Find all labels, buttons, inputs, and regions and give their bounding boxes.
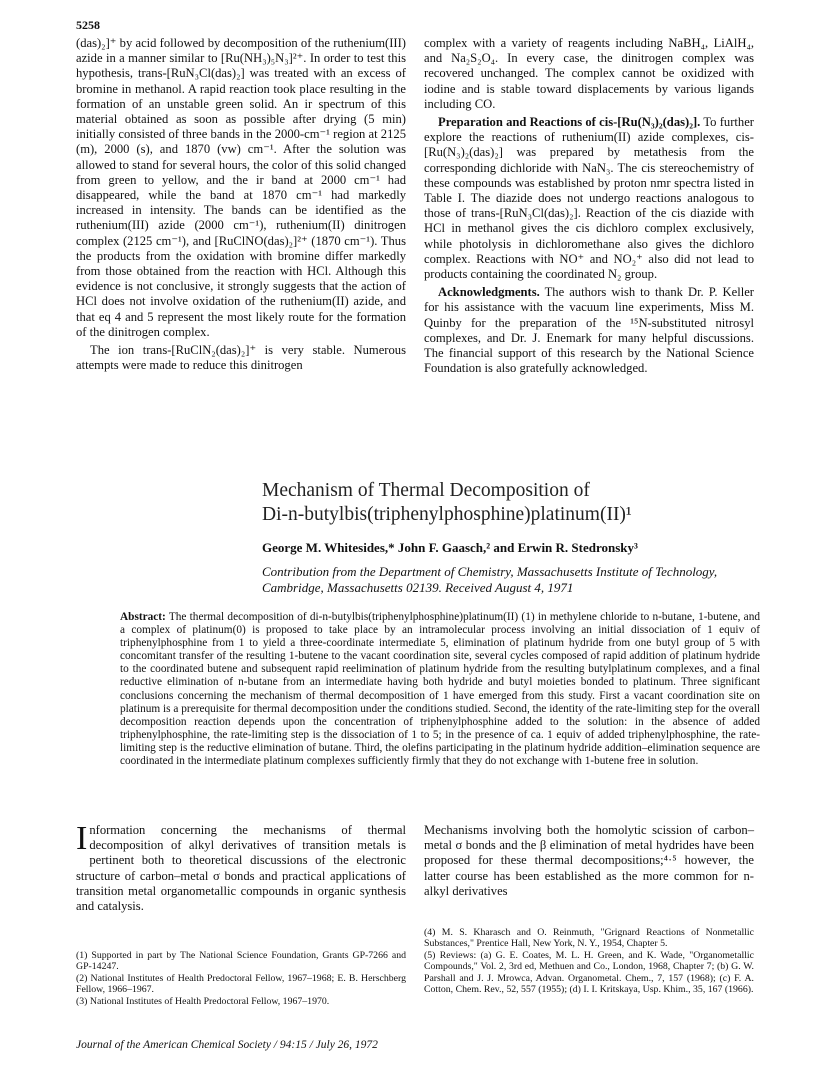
paragraph-body: To further explore the reactions of ruthenium(II) azide complexes, cis-[Ru(N₃)₂(das)₂] was prepared by metathesis from the corresponding dichloride with NaN₃. The cis stereochemistry of these compounds was established by proton nmr spectra listed in Table I. The diazide does not undergo reactions analogous to those of trans-[RuN₃Cl(das)₂]. Reaction of the cis diazide with HCl in methanol gives the cis dichloro complex exclusively, while photolysis in dichloromethane also gives the dichloro complex. Reactions with NO⁺ and NO₂⁺ also did not lead to products containing the coordinated N₂ group.: [424, 115, 754, 282]
page-number: 5258: [76, 18, 100, 32]
paragraph: (das)₂]⁺ by acid followed by decomposition of the ruthenium(III) azide in a manner similar to [Ru(NH₃)₅N₃]²⁺. In order to test this hypothesis, trans-[RuN₃Cl(das)₂] was treated with an excess of bromine in methanol. A rapid reaction took place resulting in the formation of an unstable green solid. An ir spectrum of this material obtained as soon as possible after drying (5 min) initially consisted of three bands in the 2000-cm⁻¹ region at 2125 (m), 2000 (s), and 1870 (vw) cm⁻¹. After the solution was allowed to stand for several hours, the color of this solid changed from green to yellow, and the ir band at 2000 cm⁻¹ had disappeared, while the band at 1870 cm⁻¹ had markedly increased in intensity. The bands can be identified as the ruthenium(III) azide (2000 cm⁻¹), ruthenium(II) dinitrogen complex (2125 cm⁻¹), and [RuClNO(das)₂]²⁺ (1870 cm⁻¹). Thus the products from the oxidation with bromine differ markedly from those obtained from the reaction with HCl. Although this evidence is not conclusive, it strongly suggests that the action of HCl does not involve oxidation of the ruthenium(II) azide, and that eq 4 and 5 represent the most likely route for the formation of the dinitrogen complex.: [76, 36, 406, 339]
footnotes-left: [76, 950, 406, 1007]
footnote: (2) National Institutes of Health Predoctoral Fellow, 1967–1968; E. B. Herschberg Fellow, 1966–1967.: [76, 972, 406, 996]
footnote: (5) Reviews: (a) G. E. Coates, M. L. H. Green, and K. Wade, "Organometallic Compounds," Vol. 2, 3rd ed, Methuen and Co., London, 1968, Chapter 7; (b) G. W. Parshall and J. J. Mrowca, Advan. Organometal. Chem., 7, 157 (1968); (c) F. A. Cotton, Chem. Rev., 52, 557 (1955); (d) I. I. Kritskaya, Usp. Khim., 35, 167 (1966).: [424, 949, 754, 996]
paragraph-acknowledgments: [424, 285, 754, 376]
right-column-intro: [424, 823, 754, 899]
title-line: Di-n-butylbis(triphenylphosphine)platinum(II)¹: [262, 504, 632, 525]
paragraph: The ion trans-[RuClN₂(das)₂]⁺ is very stable. Numerous attempts were made to reduce this dinitrogen: [76, 343, 406, 373]
section-run-head: Preparation and Reactions of cis-[Ru(N₃)₂(das)₂].: [438, 115, 701, 130]
paragraph-body: The authors wish to thank Dr. P. Keller for his assistance with the vacuum line experiments, Miss M. Quinby for the preparation of the ¹⁵N-substituted nitrosyl complexes, and Dr. J. Enemark for many helpful discussions. The financial support of this research by the National Science Foundation is also gratefully acknowledged.: [424, 285, 754, 376]
title-line: Mechanism of Thermal Decomposition of: [262, 480, 590, 501]
affiliation: Contribution from the Department of Chemistry, Massachusetts Institute of Technology, Cambridge, Massachusetts 02139. Received August 4, 1971: [262, 564, 718, 595]
authors: George M. Whitesides,* John F. Gaasch,² and Erwin R. Stedronsky³: [262, 540, 638, 555]
left-column-intro: [76, 820, 406, 914]
abstract: [120, 611, 760, 768]
footnote: (3) National Institutes of Health Predoctoral Fellow, 1967–1970.: [76, 995, 330, 1007]
footnote: (1) Supported in part by The National Science Foundation, Grants GP-7266 and GP-14247.: [76, 950, 406, 973]
paragraph-preparation: [424, 115, 754, 282]
article-title: [262, 479, 762, 527]
journal-footer: Journal of the American Chemical Society / 94:15 / July 26, 1972: [76, 1039, 378, 1051]
footnotes-right: [424, 927, 754, 995]
drop-cap: I: [76, 820, 88, 857]
acknowledgments-head: Acknowledgments.: [438, 285, 540, 300]
right-column-top: [424, 36, 754, 379]
footnote: (4) M. S. Kharasch and O. Reinmuth, "Grignard Reactions of Nonmetallic Substances," Prentice Hall, New York, N. Y., 1954, Chapter 5.: [424, 927, 754, 950]
intro-text-continued: Mechanisms involving both the homolytic scission of carbon–metal σ bonds and the β elimination of metal hydrides have been proposed for these thermal decompositions;⁴·⁵ however, the latter course has been established as the more common for n-alkyl derivatives: [424, 823, 754, 898]
abstract-text: The thermal decomposition of di-n-butylbis(triphenylphosphine)platinum(II) (1) in methylene chloride to n-butane, 1-butene, and a complex of platinum(0) is proposed to take place by an intramolecular process involving an initial dissociation of 1 equiv of triphenylphosphine from 1 to yield a three-coordinate intermediate 5, elimination of platinum hydride from one butyl group of 5 with concomitant transfer of the resulting 1-butene to the vacant coordination site, several cycles composed of rapid addition of platinum hydride to the coordinated butene and subsequent rapid reelimination of platinum hydride from the resulting butylplatinum complexes, and a final reductive elimination of n-butane from an intermediate having both hydride and butyl moieties bonded to platinum. Three significant conclusions concerning the mechanism of thermal decomposition of 1 have emerged from this study. First a vacant coordination site on platinum is a prerequisite for thermal decomposition under the conditions studied. Second, the identity of the rate-limiting step for the overall decomposition reaction depends upon the concentration of triphenylphosphine added to the solution: in the absence of added triphenylphosphine, the rate-limiting step is the dissociation of 1 to 5; in the presence of ca. 1 equiv of added triphenylphosphine, the rate-limiting step is the reductive elimination of butane. Third, the olefins participating in the platinum hydride addition–elimination sequence are coordinated in the intermediate platinum complexes sufficiently firmly that they do not exchange with 1-butene free in solution.: [120, 611, 760, 768]
abstract-label: Abstract:: [120, 611, 166, 623]
paragraph: complex with a variety of reagents including NaBH₄, LiAlH₄, and Na₂S₂O₄. In every case, the dinitrogen complex was recovered unchanged. The complex cannot be oxidized with iodine and is stable toward displacements by various ligands including CO.: [424, 36, 754, 111]
intro-text: nformation concerning the mechanisms of thermal decomposition of alkyl derivatives of transition metals is pertinent both to theoretical discussions of the electronic structure of carbon–metal σ bonds and practical applications of transition metal organometallic compounds in organic synthesis and catalysis.: [76, 823, 406, 914]
left-column-top: [76, 36, 406, 376]
